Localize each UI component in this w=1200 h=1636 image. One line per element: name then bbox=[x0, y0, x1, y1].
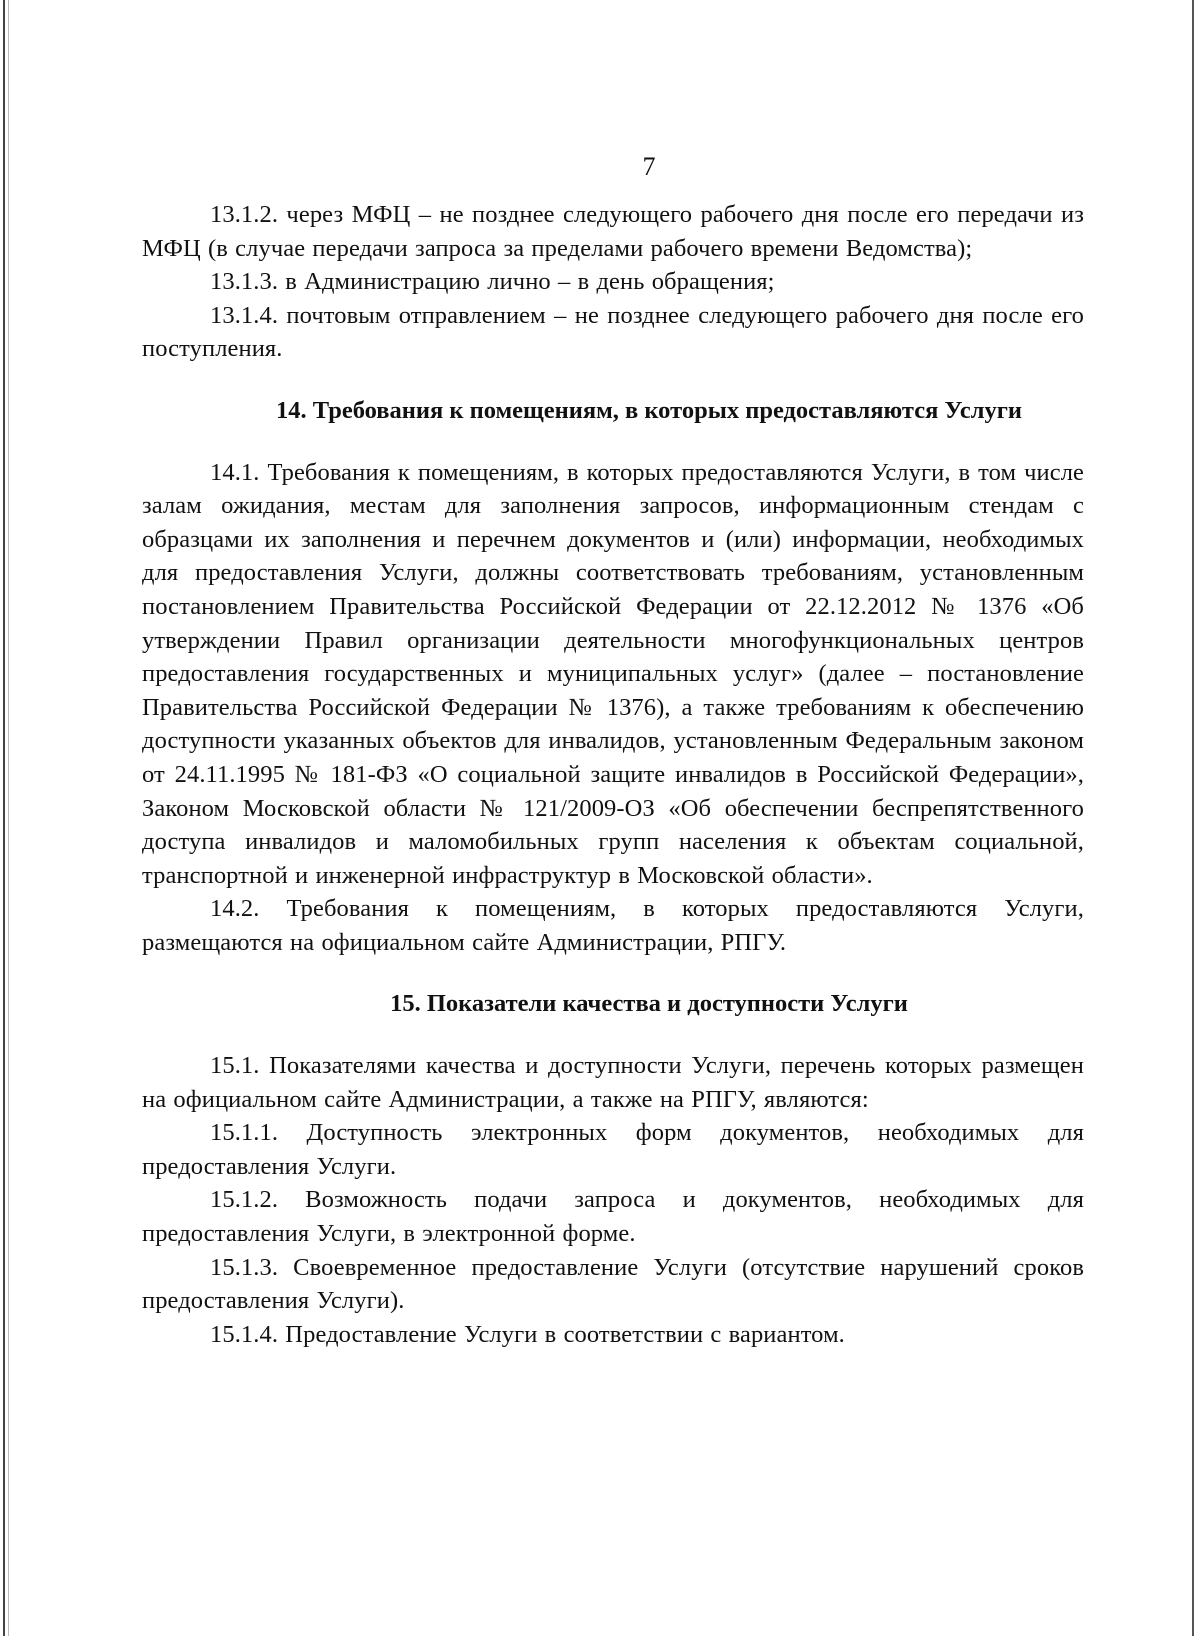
section-15-heading: 15. Показатели качества и доступности Услуги bbox=[390, 990, 908, 1018]
scan-edge-left-faint bbox=[8, 0, 9, 1636]
paragraph-15-1-2: 15.1.2. Возможность подачи запроса и документов, необходимых для предоставления Услуги, в электронной форме. bbox=[142, 1186, 1084, 1248]
paragraph-15-1-3: 15.1.3. Своевременное предоставление Услуги (отсутствие нарушений сроков предоставления Услуги). bbox=[142, 1253, 1084, 1315]
paragraph-15-1: 15.1. Показателями качества и доступности Услуги, перечень которых размещен на официальном сайте Администрации, а также на РПГУ, являются: bbox=[142, 1052, 1084, 1113]
paragraph-14-1: 14.1. Требования к помещениям, в которых предоставляются Услуги, в том числе залам ожидания, местам для заполнения запросов, информационным стендам с образцами их заполнения и перечнем документов и (или) информации, необходимых для предоставления Услуги, должны соответствовать требованиям, установленным постановлением Правительства Российской Федерации от 22.12.2012 № 1376 «Об утверждении Правил организации деятельности многофункциональных центров предоставления государственных и муниципальных услуг» (далее – постановление Правительства Российской Федерации № 1376), а также требованиям к обеспечению доступности указанных объектов для инвалидов, установленным Федеральным законом от 24.11.1995 № 181-ФЗ «О социальной защите инвалидов в Российской Федерации», Законом Московской области № 121/2009-ОЗ «Об обеспечении беспрепятственного доступа инвалидов и маломобильных групп населения к объектам социальной, транспортной и инженерной инфраструктур в Московской области». bbox=[142, 458, 1084, 889]
paragraph-15-1-4: 15.1.4. Предоставление Услуги в соответствии с вариантом. bbox=[210, 1320, 845, 1348]
document-page bbox=[142, 150, 1084, 1351]
paragraph-13-1-2: 13.1.2. через МФЦ – не позднее следующего рабочего дня после его передачи из МФЦ (в случае передачи запроса за пределами рабочего времени Ведомства); bbox=[142, 201, 1084, 262]
paragraph-13-1-4: 13.1.4. почтовым отправлением – не позднее следующего рабочего дня после его поступления. bbox=[142, 301, 1084, 363]
scan-edge-left bbox=[3, 0, 5, 1636]
scan-edge-right bbox=[1192, 0, 1194, 1636]
paragraph-13-1-3: 13.1.3. в Администрацию лично – в день обращения; bbox=[210, 268, 775, 296]
section-14-heading: 14. Требования к помещениям, в которых предоставляются Услуги bbox=[276, 396, 1022, 424]
paragraph-15-1-1: 15.1.1. Доступность электронных форм документов, необходимых для предоставления Услуги. bbox=[142, 1119, 1084, 1180]
page-number: 7 bbox=[642, 152, 656, 181]
paragraph-14-2: 14.2. Требования к помещениям, в которых предоставляются Услуги, размещаются на официальном сайте Администрации, РПГУ. bbox=[142, 895, 1084, 956]
